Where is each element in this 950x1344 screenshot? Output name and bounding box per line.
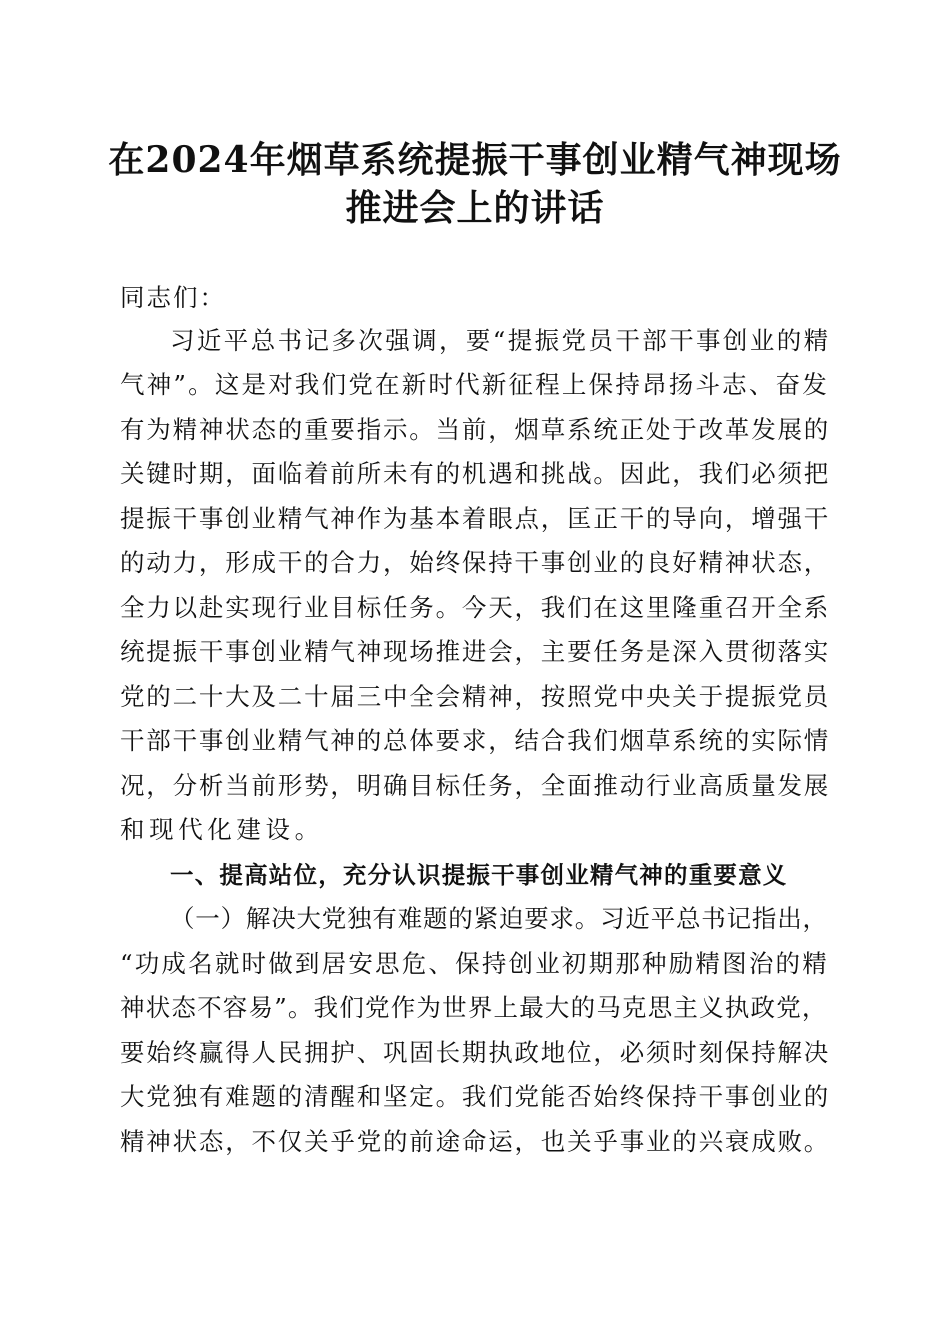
section-line: （一）解决大党独有难题的紧迫要求。习近平总书记指出， — [170, 904, 828, 933]
section-heading: 一、提高站位，充分认识提振干事创业精气神的重要意义 — [170, 861, 788, 889]
greeting: 同志们： — [120, 283, 226, 312]
section-line: 大党独有难题的清醒和坚定。我们党能否始终保持干事创业的 — [120, 1082, 831, 1111]
intro-line: 气神”。这是对我们党在新时代新征程上保持昂扬斗志、奋发 — [120, 370, 829, 399]
document-title-line-2: 推进会上的讲话 — [345, 187, 605, 229]
section-line: 精神状态，不仅关乎党的前途命运，也关乎事业的兴衰成败。 — [120, 1127, 831, 1156]
intro-line: 提振干事创业精气神作为基本着眼点，匡正干的导向，增强干 — [120, 504, 831, 533]
intro-line: 有为精神状态的重要指示。当前，烟草系统正处于改革发展的 — [120, 415, 831, 444]
intro-line: 习近平总书记多次强调，要“提振党员干部干事创业的精 — [170, 326, 831, 355]
section-line: 要始终赢得人民拥护、巩固长期执政地位，必须时刻保持解决 — [120, 1038, 831, 1067]
intro-line: 和现代化建设。 — [120, 815, 324, 844]
intro-line: 况，分析当前形势，明确目标任务，全面推动行业高质量发展 — [120, 771, 831, 800]
intro-line: 全力以赴实现行业目标任务。今天，我们在这里隆重召开全系 — [120, 593, 831, 622]
section-line: 神状态不容易”。我们党作为世界上最大的马克思主义执政党， — [120, 993, 828, 1022]
document-title-line-1: 在2024年烟草系统提振干事创业精气神现场 — [108, 139, 842, 181]
intro-line: 党的二十大及二十届三中全会精神，按照党中央关于提振党员 — [120, 682, 831, 711]
intro-line: 的动力，形成干的合力，始终保持干事创业的良好精神状态， — [120, 548, 831, 577]
intro-line: 统提振干事创业精气神现场推进会，主要任务是深入贯彻落实 — [120, 637, 831, 666]
section-line: “功成名就时做到居安思危、保持创业初期那种励精图治的精 — [120, 949, 829, 978]
intro-line: 关键时期，面临着前所未有的机遇和挑战。因此，我们必须把 — [120, 459, 831, 488]
intro-line: 干部干事创业精气神的总体要求，结合我们烟草系统的实际情 — [120, 726, 831, 755]
